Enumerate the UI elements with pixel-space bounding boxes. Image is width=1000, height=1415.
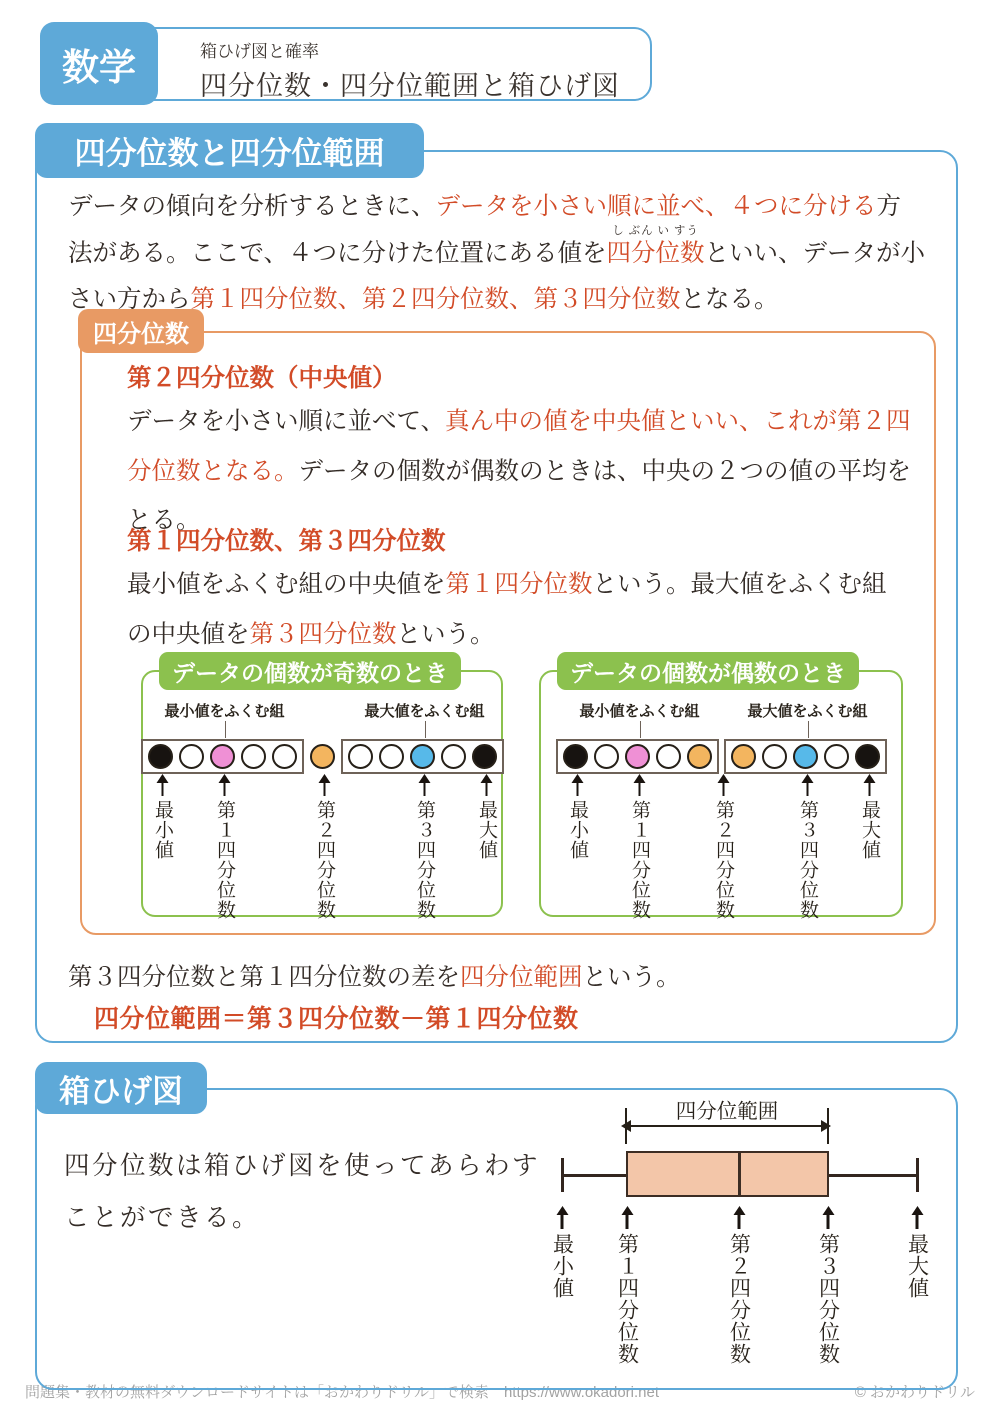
value-marker-label: 最小値 xyxy=(152,800,173,860)
body-text: となる。 xyxy=(680,286,779,313)
highlighted-text: 分位数となる。 xyxy=(127,457,299,485)
data-dot-orange xyxy=(731,744,756,769)
even-count-diagram xyxy=(539,659,903,920)
arrow-stem xyxy=(161,783,164,796)
value-marker-label: 第１四分位数 xyxy=(629,800,650,920)
up-arrow-icon xyxy=(556,1206,568,1215)
up-arrow-icon xyxy=(864,774,876,783)
arrow-stem xyxy=(423,783,426,796)
up-arrow-icon xyxy=(733,1206,745,1215)
value-marker-label: 第３四分位数 xyxy=(816,1233,841,1365)
doc-title: 四分位数・四分位範囲と箱ひげ図 xyxy=(200,71,620,101)
data-dot-white xyxy=(824,744,849,769)
boxplot-description xyxy=(64,1140,540,1244)
heading-first-third-quartile: 第１四分位数、第３四分位数 xyxy=(127,528,446,555)
boxplot-box xyxy=(626,1151,829,1197)
value-marker-label: 最小値 xyxy=(567,800,588,860)
up-arrow-icon xyxy=(319,774,331,783)
value-marker xyxy=(477,774,496,860)
footer-site-note: 問題集・教材の無料ダウンロードサイトは「おかわりドリル」で検索 https://www.okadori.net xyxy=(25,1384,660,1401)
odd-count-diagram xyxy=(141,659,503,920)
group-label: 最大値をふくむ組 xyxy=(747,700,867,721)
body-text: といい、データが小 xyxy=(704,239,926,267)
body-text: データを小さい順に並べて、 xyxy=(127,408,446,435)
value-marker-label: 第２四分位数 xyxy=(727,1233,752,1365)
data-group-box xyxy=(724,739,887,774)
quartile-markers xyxy=(143,774,501,920)
arrow-stem xyxy=(827,1215,830,1229)
value-marker-label: 第２四分位数 xyxy=(713,800,734,920)
data-dot-orange xyxy=(687,744,712,769)
quartile-markers xyxy=(541,774,901,920)
body-text: という。 xyxy=(396,620,495,648)
value-marker xyxy=(215,774,234,920)
first-third-quartile-paragraph xyxy=(127,560,887,659)
value-marker xyxy=(552,1206,573,1299)
body-text: さい方から xyxy=(68,286,191,313)
value-marker xyxy=(798,774,817,920)
body-text: 最小値をふくむ組の中央値を xyxy=(127,571,446,598)
highlighted-text: 第１四分位数 xyxy=(445,571,593,598)
right-whisker-line xyxy=(829,1174,917,1177)
up-arrow-icon xyxy=(157,774,169,783)
group-label: 最小値をふくむ組 xyxy=(164,700,284,721)
value-marker xyxy=(860,774,879,860)
even-count-diagram-title: データの個数が偶数のとき xyxy=(557,652,859,690)
up-arrow-icon xyxy=(634,774,646,783)
body-text: データの個数が偶数のときは、中央の２つの値の平均を xyxy=(298,457,911,485)
data-dot-black xyxy=(855,744,880,769)
data-dot-white xyxy=(441,744,466,769)
value-marker-label: 第３四分位数 xyxy=(797,800,818,920)
left-whisker-line xyxy=(563,1174,626,1177)
body-text: という。最大値をふくむ組 xyxy=(592,571,887,598)
up-arrow-icon xyxy=(822,1206,834,1215)
value-marker-label: 最大値 xyxy=(859,800,880,860)
quartile-definition-tab: 四分位数 xyxy=(78,309,204,353)
value-marker-label: 最大値 xyxy=(905,1233,930,1299)
iqr-double-arrow xyxy=(630,1125,822,1127)
arrow-stem xyxy=(323,783,326,796)
value-marker xyxy=(568,774,587,860)
data-dot-pink xyxy=(210,744,235,769)
up-arrow-icon xyxy=(219,774,231,783)
arrow-stem xyxy=(638,783,641,796)
up-arrow-icon xyxy=(572,774,584,783)
doc-title-box xyxy=(125,27,652,101)
highlighted-text: 第３四分位数 xyxy=(249,620,397,648)
section-quartiles-tab: 四分位数と四分位範囲 xyxy=(35,123,424,178)
furigana: し ぶん い すう xyxy=(612,224,699,237)
arrow-stem xyxy=(223,783,226,796)
up-arrow-icon xyxy=(802,774,814,783)
arrow-stem xyxy=(738,1215,741,1229)
group-labels xyxy=(541,700,901,734)
data-dot-black xyxy=(148,744,173,769)
body-text: の中央値を xyxy=(127,620,250,648)
interquartile-range-note xyxy=(68,955,681,1001)
body-text: 第３四分位数と第１四分位数の差を xyxy=(68,964,460,991)
value-marker-label: 第２四分位数 xyxy=(314,800,335,920)
up-arrow-icon xyxy=(911,1206,923,1215)
group-label: 最大値をふくむ組 xyxy=(364,700,484,721)
subject-badge: 数学 xyxy=(40,22,158,105)
boxplot-markers xyxy=(527,1206,957,1381)
value-marker xyxy=(153,774,172,860)
body-text: データの傾向を分析するときに、 xyxy=(68,193,436,220)
up-arrow-icon xyxy=(718,774,730,783)
data-group-box xyxy=(556,739,719,774)
up-arrow-icon xyxy=(419,774,431,783)
body-text: 方 xyxy=(876,193,901,220)
footer-copyright: © おかわりドリル xyxy=(854,1384,975,1401)
data-dot-white xyxy=(241,744,266,769)
heading-second-quartile: 第２四分位数（中央値） xyxy=(127,365,397,392)
value-marker xyxy=(907,1206,928,1299)
data-dot-black xyxy=(472,744,497,769)
value-marker xyxy=(630,774,649,920)
data-dot-white xyxy=(762,744,787,769)
value-marker-label: 最小値 xyxy=(550,1233,575,1299)
value-marker-label: 第１四分位数 xyxy=(615,1233,640,1365)
data-group-box xyxy=(141,739,304,774)
value-marker-label: 最大値 xyxy=(476,800,497,860)
up-arrow-icon xyxy=(481,774,493,783)
highlighted-text: 真ん中の値を中央値といい、これが第２四 xyxy=(445,408,911,435)
iqr-label: 四分位範囲 xyxy=(675,1101,779,1123)
data-dots-row xyxy=(143,739,501,774)
arrow-stem xyxy=(576,783,579,796)
data-dot-pink xyxy=(625,744,650,769)
group-labels xyxy=(143,700,501,734)
data-dot-white xyxy=(179,744,204,769)
doc-category: 箱ひげ図と確率 xyxy=(200,42,319,61)
group-label: 最小値をふくむ組 xyxy=(579,700,699,721)
highlighted-text: 四分位範囲 xyxy=(460,964,583,991)
boxplot-diagram xyxy=(527,1094,957,1384)
data-dot-black xyxy=(563,744,588,769)
data-dot-orange xyxy=(310,744,335,769)
arrow-stem xyxy=(868,783,871,796)
up-arrow-icon xyxy=(621,1206,633,1215)
highlighted-text: し ぶん い すう 四分位数 xyxy=(606,224,705,267)
value-marker xyxy=(818,1206,839,1365)
odd-count-diagram-title: データの個数が奇数のとき xyxy=(159,652,461,690)
arrow-stem xyxy=(722,783,725,796)
value-marker xyxy=(315,774,334,920)
median-line xyxy=(738,1153,741,1195)
arrow-stem xyxy=(485,783,488,796)
arrow-stem xyxy=(626,1215,629,1229)
value-marker xyxy=(714,774,733,920)
middle-value-slot xyxy=(309,741,336,772)
body-text: ことができる。 xyxy=(64,1203,261,1232)
body-text: という。 xyxy=(582,964,681,991)
data-dot-white xyxy=(656,744,681,769)
arrow-stem xyxy=(561,1215,564,1229)
body-text: 四分位数は箱ひげ図を使ってあらわす xyxy=(64,1151,541,1180)
data-dot-white xyxy=(348,744,373,769)
section-boxplot-tab: 箱ひげ図 xyxy=(35,1062,207,1114)
data-dot-white xyxy=(594,744,619,769)
highlighted-text: データを小さい順に並べ、４つに分ける xyxy=(435,193,877,220)
data-group-box xyxy=(341,739,504,774)
arrow-stem xyxy=(806,783,809,796)
highlighted-text: 第１四分位数、第２四分位数、第３四分位数 xyxy=(190,286,681,313)
data-dots-row xyxy=(541,739,901,774)
value-marker xyxy=(617,1206,638,1365)
data-dot-white xyxy=(272,744,297,769)
body-text: とる。 xyxy=(127,507,201,534)
value-marker xyxy=(415,774,434,920)
intro-paragraph xyxy=(68,184,925,324)
body-text: 法がある。ここで、４つに分けた位置にある値を xyxy=(68,239,607,267)
value-marker xyxy=(729,1206,750,1365)
data-dot-blue xyxy=(793,744,818,769)
arrow-stem xyxy=(916,1215,919,1229)
value-marker-label: 第１四分位数 xyxy=(214,800,235,920)
data-dot-blue xyxy=(410,744,435,769)
data-dot-white xyxy=(379,744,404,769)
interquartile-range-formula: 四分位範囲＝第３四分位数－第１四分位数 xyxy=(94,1006,579,1033)
value-marker-label: 第３四分位数 xyxy=(414,800,435,920)
